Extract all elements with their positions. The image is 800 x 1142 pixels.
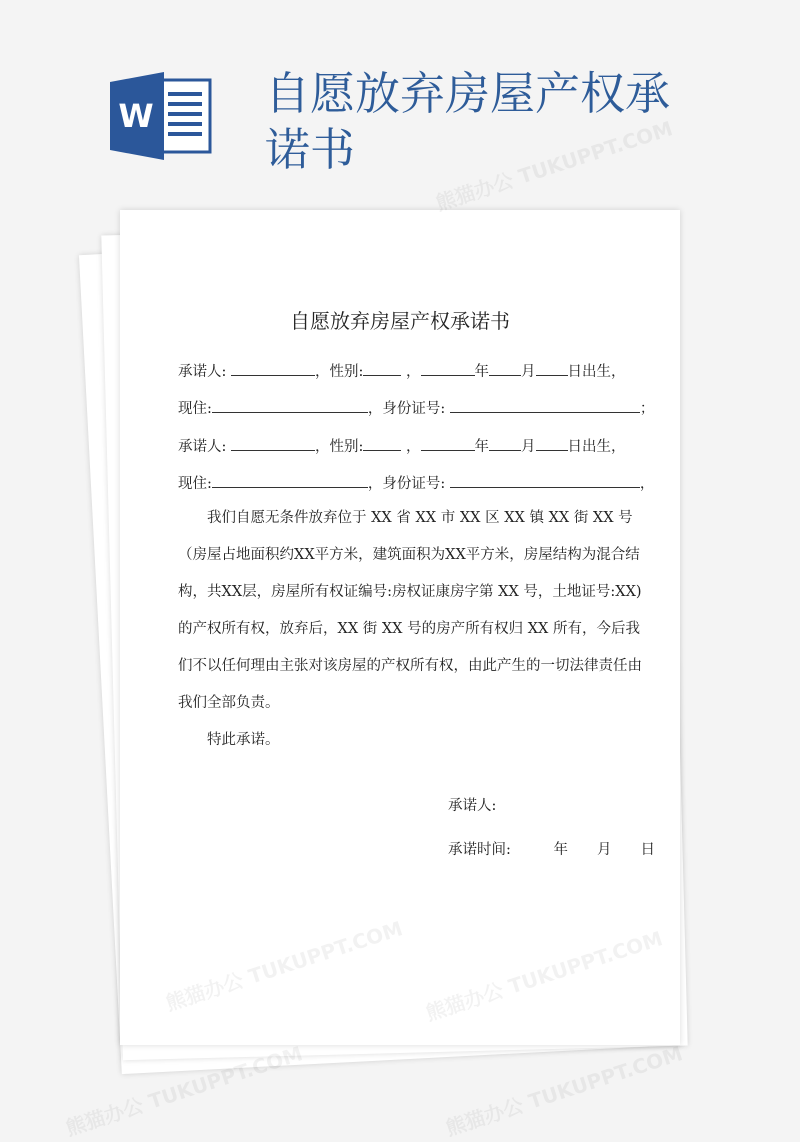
day-blank[interactable] [536, 436, 568, 451]
signature-promisor: 承诺人: [448, 798, 497, 814]
label: 年 [474, 364, 489, 380]
label: ，身份证号: [367, 401, 446, 417]
label: 月 [521, 364, 536, 380]
document-title: 自愿放弃房屋产权承诺书 [290, 309, 510, 333]
address-row-1 [178, 397, 654, 418]
closing-text: 特此承诺。 [207, 732, 280, 748]
label: ，性别: [315, 439, 364, 455]
label: ； [639, 401, 655, 417]
label: 月 [521, 439, 536, 455]
month-blank[interactable] [489, 436, 521, 451]
watermark: 熊猫办公 TUKUPPT.COM [62, 1041, 306, 1141]
label: 年 [474, 439, 489, 455]
svg-text:W: W [118, 97, 154, 135]
label: ， [406, 439, 421, 455]
label: 承诺时间: [448, 842, 511, 858]
promisor-row-2 [178, 435, 626, 456]
label: ， [639, 476, 655, 492]
watermark: 熊猫办公 TUKUPPT.COM [432, 116, 676, 216]
month-blank[interactable] [489, 361, 521, 376]
signature-block [178, 795, 653, 861]
label: ，性别: [315, 364, 364, 380]
day-blank[interactable] [536, 361, 568, 376]
header-title: 自愿放弃房屋产权承诺书 [265, 67, 671, 176]
document-page [120, 210, 680, 1045]
address-blank[interactable] [212, 398, 368, 413]
gender-blank[interactable] [363, 436, 401, 451]
name-blank[interactable] [231, 361, 315, 376]
year-blank[interactable] [421, 361, 475, 376]
address-row-2 [178, 472, 654, 493]
label: 日出生， [567, 364, 626, 380]
gender-blank[interactable] [363, 361, 401, 376]
date-text: 年 月 日 [553, 842, 655, 858]
label: 日出生， [567, 439, 626, 455]
id-blank[interactable] [450, 473, 640, 488]
label: 现住: [178, 476, 212, 492]
address-blank[interactable] [212, 473, 368, 488]
label: ，身份证号: [367, 476, 446, 492]
label: 承诺人: [178, 364, 227, 380]
id-blank[interactable] [450, 398, 640, 413]
document-body [178, 500, 653, 883]
signature-time [448, 839, 653, 861]
label: 承诺人: [178, 439, 227, 455]
watermark: 熊猫办公 TUKUPPT.COM [442, 1041, 686, 1141]
body-paragraph: 我们自愿无条件放弃位于 XX 省 XX 市 XX 区 XX 镇 XX 街 XX 号（房屋占地面积约XX平方米，建筑面积为XX平方米，房屋结构为混合结构，共XX层，房屋所有权证编号:房权证康房字第 XX 号，土地证号:XX)的产权所有权，放弃后，XX 街 XX 号的房产所有权归 XX 所有，今后我们不以任何理由主张对该房屋的产权所有权，由此产生的一切法律责任由我们全部负责。 [178, 510, 642, 711]
label: ， [406, 364, 421, 380]
year-blank[interactable] [421, 436, 475, 451]
word-document-icon [110, 72, 212, 160]
name-blank[interactable] [231, 436, 315, 451]
promisor-row-1 [178, 360, 626, 381]
label: 现住: [178, 401, 212, 417]
